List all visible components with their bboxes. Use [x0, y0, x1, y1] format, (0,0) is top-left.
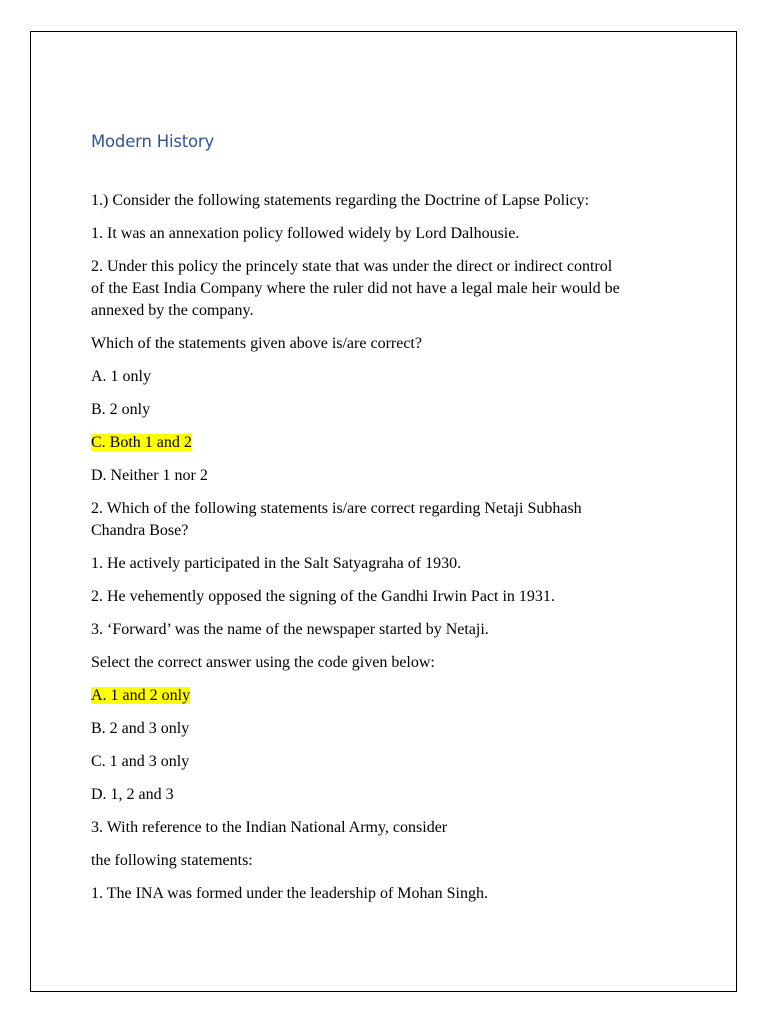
question-3-statement-1: 1. The INA was formed under the leadership of Mohan Singh. [91, 885, 488, 902]
question-2-stem-line-1: 2. Which of the following statements is/are correct regarding Netaji Subhash [91, 500, 582, 517]
question-2-option-b: B. 2 and 3 only [91, 720, 190, 737]
question-1-stem: 1.) Consider the following statements regarding the Doctrine of Lapse Policy: [91, 192, 590, 209]
question-1-option-a: A. 1 only [91, 368, 151, 385]
question-2-prompt: Select the correct answer using the code given below: [91, 654, 435, 671]
document-page [30, 31, 737, 992]
answer-highlight: C. Both 1 and 2 [91, 434, 192, 451]
question-1-option-b: B. 2 only [91, 401, 151, 418]
question-1-option-c-answer [91, 432, 691, 454]
question-2-statement-2: 2. He vehemently opposed the signing of the Gandhi Irwin Pact in 1931. [91, 588, 555, 605]
question-2-option-d: D. 1, 2 and 3 [91, 786, 174, 803]
question-1-statement-1: 1. It was an annexation policy followed widely by Lord Dalhousie. [91, 225, 520, 242]
question-2-statement-1: 1. He actively participated in the Salt Satyagraha of 1930. [91, 555, 462, 572]
document-body [91, 190, 691, 905]
answer-highlight: A. 1 and 2 only [91, 687, 191, 704]
question-2-stem-line-2: Chandra Bose? [91, 522, 189, 539]
question-2-option-c: C. 1 and 3 only [91, 753, 190, 770]
question-1-option-d: D. Neither 1 nor 2 [91, 467, 208, 484]
question-1-prompt: Which of the statements given above is/are correct? [91, 335, 422, 352]
question-1-statement-2-line-1: 2. Under this policy the princely state that was under the direct or indirect control [91, 258, 613, 275]
question-3-stem-line-1: 3. With reference to the Indian National Army, consider [91, 819, 448, 836]
question-1-statement-2-line-3: annexed by the company. [91, 302, 254, 319]
document-heading: Modern History [91, 132, 215, 151]
question-1-statement-2-line-2: of the East India Company where the ruler did not have a legal male heir would be [91, 280, 620, 297]
question-2-statement-3: 3. ‘Forward’ was the name of the newspaper started by Netaji. [91, 621, 489, 638]
question-3-stem-line-2: the following statements: [91, 852, 253, 869]
question-2-option-a-answer [91, 685, 691, 707]
